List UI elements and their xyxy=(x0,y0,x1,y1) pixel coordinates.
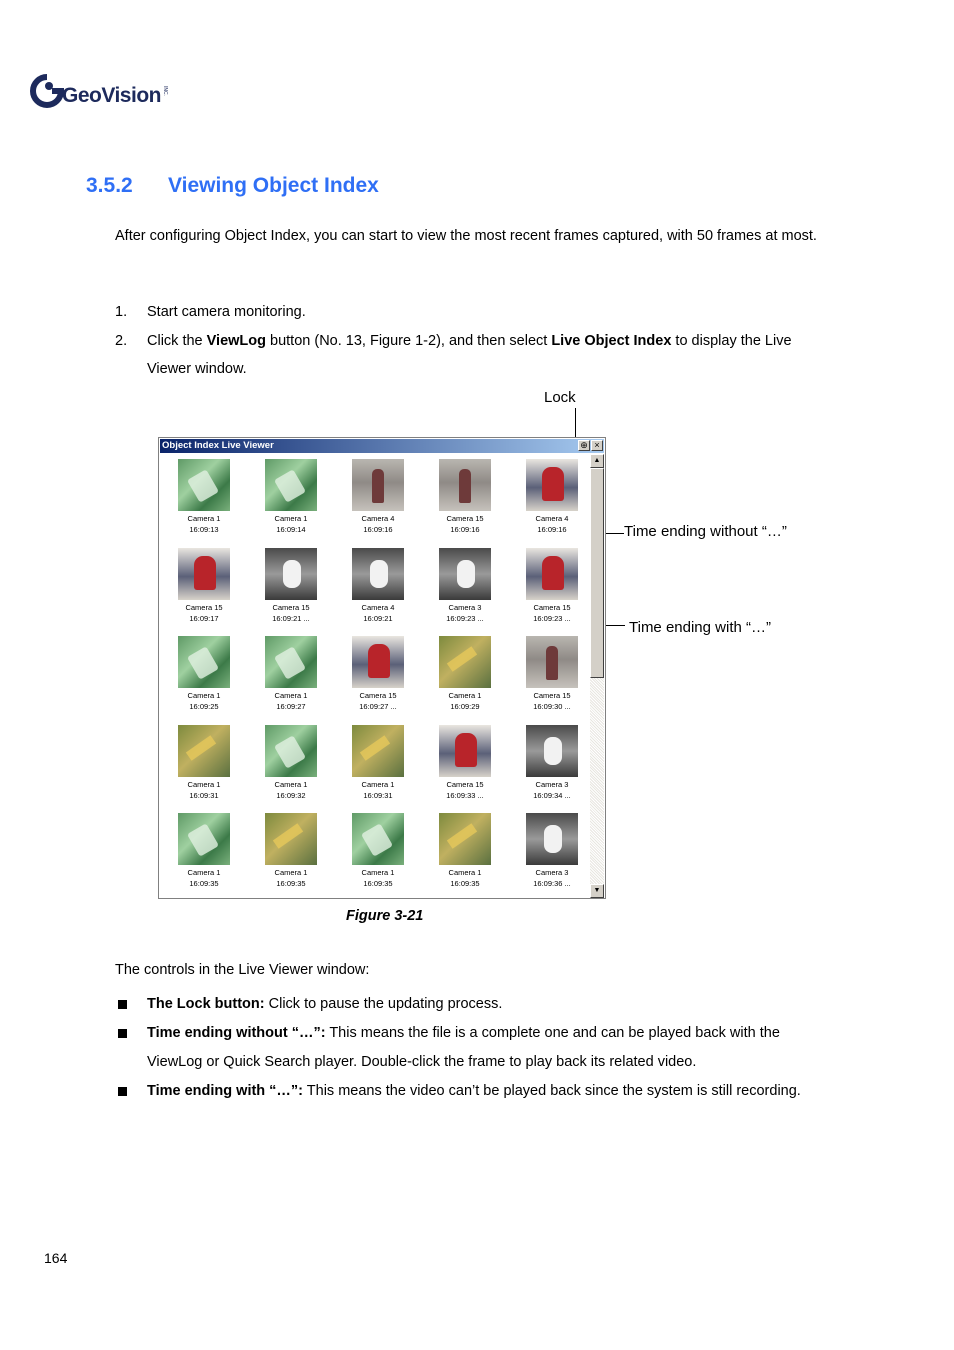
step-number: 2. xyxy=(115,333,128,349)
lock-callout-label: Lock xyxy=(544,389,576,406)
frame-camera-label: Camera 1 xyxy=(274,868,308,877)
bullet-text xyxy=(147,990,837,1019)
frame-camera-label: Camera 15 xyxy=(359,691,397,700)
frame-tile[interactable] xyxy=(343,722,413,806)
frame-time-label: 16:09:13 xyxy=(189,525,219,534)
time-without-callout-label: Time ending without “…” xyxy=(624,523,787,540)
frame-tile[interactable] xyxy=(256,456,326,540)
bullet-description: This means the video can’t be played back since the system is still recording. xyxy=(303,1083,801,1099)
frame-time-label: 16:09:27 xyxy=(276,702,306,711)
frame-time-label: 16:09:35 xyxy=(450,879,480,888)
frame-tile[interactable] xyxy=(169,545,239,629)
logo-trademark: INC. xyxy=(162,86,168,96)
frame-time-label: 16:09:34 ... xyxy=(533,790,571,800)
frame-camera-label: Camera 15 xyxy=(185,602,223,612)
section-number: 3.5.2 xyxy=(86,174,133,197)
close-icon: × xyxy=(594,440,600,450)
frame-tile[interactable] xyxy=(517,633,587,717)
frame-camera-label: Camera 15 xyxy=(446,779,484,789)
step-1 xyxy=(115,298,840,326)
logo-text: GeoVision xyxy=(62,84,161,107)
frame-camera-label: Camera 3 xyxy=(535,868,569,877)
frame-time-label: 16:09:29 xyxy=(450,702,480,711)
frame-tile[interactable] xyxy=(430,722,500,806)
frame-grid xyxy=(160,454,590,898)
arrow-up-icon: ▲ xyxy=(593,457,601,464)
frame-tile[interactable] xyxy=(517,545,587,629)
frame-time-label: 16:09:21 ... xyxy=(272,613,310,623)
frame-time-label: 16:09:31 xyxy=(189,790,219,800)
frame-tile[interactable] xyxy=(343,545,413,629)
logo-mark-icon xyxy=(30,74,64,108)
bullet-description: Click to pause the updating process. xyxy=(264,996,503,1012)
object-index-live-viewer-window xyxy=(158,437,606,899)
frame-thumbnail xyxy=(352,813,404,865)
frame-thumbnail xyxy=(439,548,491,600)
viewer-title: Object Index Live Viewer xyxy=(162,440,274,451)
bullet-description: This means the file is a complete one and can be played back with the ViewLog or Quick Search player. Double-click the frame to play back its related video. xyxy=(147,1025,780,1070)
viewer-titlebar xyxy=(160,439,604,453)
frame-tile[interactable] xyxy=(430,633,500,717)
scroll-down-button[interactable] xyxy=(590,884,604,898)
frame-thumbnail xyxy=(178,548,230,600)
frame-thumbnail xyxy=(526,548,578,600)
frame-time-label: 16:09:16 xyxy=(537,525,567,534)
frame-camera-label: Camera 3 xyxy=(535,779,569,789)
frame-time-label: 16:09:21 xyxy=(363,613,393,623)
frame-time-label: 16:09:36 ... xyxy=(533,879,571,888)
frame-tile[interactable] xyxy=(517,722,587,806)
frame-time-label: 16:09:35 xyxy=(276,879,306,888)
frame-camera-label: Camera 15 xyxy=(446,514,484,523)
step-text-part: to display the Live Viewer window. xyxy=(147,333,792,377)
frame-thumbnail xyxy=(265,813,317,865)
frame-camera-label: Camera 1 xyxy=(187,779,221,789)
frame-thumbnail xyxy=(178,459,230,511)
frame-thumbnail xyxy=(265,725,317,777)
page-number: 164 xyxy=(44,1250,68,1266)
frame-tile[interactable] xyxy=(343,633,413,717)
frame-tile[interactable] xyxy=(343,810,413,894)
live-object-index-term: Live Object Index xyxy=(551,333,672,349)
frame-time-label: 16:09:14 xyxy=(276,525,306,534)
frame-time-label: 16:09:23 ... xyxy=(533,613,571,623)
frame-camera-label: Camera 4 xyxy=(535,514,569,523)
section-title: Viewing Object Index xyxy=(168,174,379,197)
frame-time-label: 16:09:16 xyxy=(363,525,393,534)
bullet-time-with xyxy=(115,1077,835,1135)
section-heading xyxy=(86,174,379,198)
controls-intro: The controls in the Live Viewer window: xyxy=(115,962,370,978)
bullet-term: Time ending with “…”: xyxy=(147,1083,304,1099)
bullet-square-icon xyxy=(118,1000,127,1009)
viewlog-term: ViewLog xyxy=(206,333,266,349)
step-text-part: Click the xyxy=(147,333,207,349)
frame-tile[interactable] xyxy=(169,810,239,894)
lock-icon: ⊕ xyxy=(580,440,588,450)
close-button[interactable] xyxy=(591,440,603,451)
frame-tile[interactable] xyxy=(169,633,239,717)
bullet-text xyxy=(147,1077,837,1106)
bullet-square-icon xyxy=(118,1029,127,1038)
frame-time-label: 16:09:30 ... xyxy=(533,702,571,711)
frame-tile[interactable] xyxy=(256,722,326,806)
frame-tile[interactable] xyxy=(430,810,500,894)
frame-time-label: 16:09:23 ... xyxy=(446,613,484,623)
frame-camera-label: Camera 15 xyxy=(533,602,571,612)
frame-thumbnail xyxy=(439,725,491,777)
frame-camera-label: Camera 3 xyxy=(448,602,482,612)
frame-camera-label: Camera 15 xyxy=(272,602,310,612)
frame-thumbnail xyxy=(352,636,404,688)
frame-thumbnail xyxy=(178,725,230,777)
frame-thumbnail xyxy=(526,725,578,777)
bullet-term: The Lock button: xyxy=(147,996,265,1012)
frame-thumbnail xyxy=(178,636,230,688)
frame-time-label: 16:09:31 xyxy=(363,790,393,800)
scroll-up-button[interactable] xyxy=(590,454,604,468)
frame-tile[interactable] xyxy=(343,456,413,540)
frame-camera-label: Camera 1 xyxy=(187,514,221,523)
step-text: Start camera monitoring. xyxy=(147,304,306,320)
frame-tile[interactable] xyxy=(256,545,326,629)
frame-thumbnail xyxy=(439,636,491,688)
intro-paragraph: After configuring Object Index, you can start to view the most recent frames captured, with 50 frames at most. xyxy=(115,228,817,244)
frame-tile[interactable] xyxy=(169,722,239,806)
frame-camera-label: Camera 1 xyxy=(187,868,221,877)
frame-camera-label: Camera 15 xyxy=(533,691,571,700)
frame-tile[interactable] xyxy=(517,810,587,894)
frame-tile[interactable] xyxy=(430,456,500,540)
bullet-time-without xyxy=(115,1019,835,1077)
bullet-lock-button xyxy=(115,990,835,1019)
lock-button[interactable] xyxy=(578,440,590,451)
frame-time-label: 16:09:35 xyxy=(189,879,219,888)
figure-caption: Figure 3-21 xyxy=(346,908,424,924)
frame-thumbnail xyxy=(526,636,578,688)
frame-thumbnail xyxy=(439,459,491,511)
frame-thumbnail xyxy=(526,813,578,865)
frame-camera-label: Camera 4 xyxy=(361,514,395,523)
frame-tile[interactable] xyxy=(169,456,239,540)
frame-thumbnail xyxy=(439,813,491,865)
scrollbar-thumb[interactable] xyxy=(590,468,604,678)
frame-camera-label: Camera 4 xyxy=(361,602,395,612)
bullet-text xyxy=(147,1019,837,1077)
frame-thumbnail xyxy=(352,548,404,600)
frame-camera-label: Camera 1 xyxy=(361,868,395,877)
frame-thumbnail xyxy=(178,813,230,865)
frame-thumbnail xyxy=(352,459,404,511)
bullet-term: Time ending without “…”: xyxy=(147,1025,326,1041)
vertical-scrollbar[interactable] xyxy=(590,454,604,898)
frame-time-label: 16:09:35 xyxy=(363,879,393,888)
frame-thumbnail xyxy=(265,548,317,600)
frame-thumbnail xyxy=(265,636,317,688)
frame-camera-label: Camera 1 xyxy=(274,779,308,789)
frame-camera-label: Camera 1 xyxy=(448,868,482,877)
frame-tile[interactable] xyxy=(517,456,587,540)
step-text-part: button (No. 13, Figure 1-2), and then select xyxy=(266,333,552,349)
frame-time-label: 16:09:17 xyxy=(189,613,219,623)
frame-time-label: 16:09:16 xyxy=(450,525,480,534)
geovision-logo xyxy=(30,74,180,112)
frame-thumbnail xyxy=(265,459,317,511)
step-2 xyxy=(115,327,840,383)
frame-time-label: 16:09:32 xyxy=(276,790,306,800)
frame-camera-label: Camera 1 xyxy=(361,779,395,789)
arrow-down-icon: ▼ xyxy=(593,887,601,894)
step-text xyxy=(147,327,837,383)
frame-time-label: 16:09:33 ... xyxy=(446,790,484,800)
frame-tile[interactable] xyxy=(430,545,500,629)
frame-thumbnail xyxy=(352,725,404,777)
frame-camera-label: Camera 1 xyxy=(448,691,482,700)
frame-camera-label: Camera 1 xyxy=(274,691,308,700)
time-with-callout-label: Time ending with “…” xyxy=(629,619,771,636)
step-number: 1. xyxy=(115,304,128,320)
bullet-square-icon xyxy=(118,1087,127,1096)
frame-time-label: 16:09:25 xyxy=(189,702,219,711)
frame-camera-label: Camera 1 xyxy=(274,514,308,523)
frame-tile[interactable] xyxy=(256,810,326,894)
frame-time-label: 16:09:27 ... xyxy=(359,702,397,711)
frame-camera-label: Camera 1 xyxy=(187,691,221,700)
frame-thumbnail xyxy=(526,459,578,511)
frame-tile[interactable] xyxy=(256,633,326,717)
